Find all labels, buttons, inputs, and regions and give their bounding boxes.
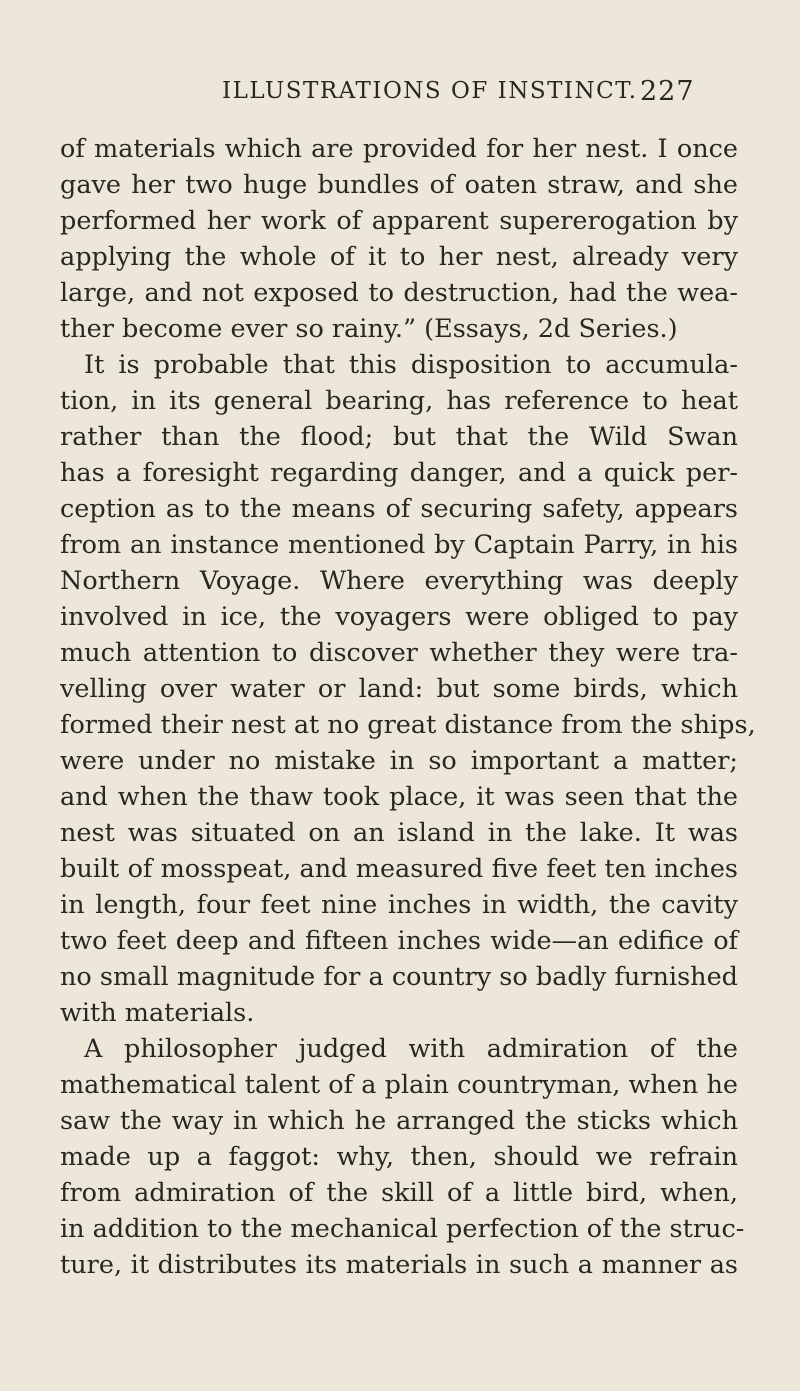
text-line: saw the way in which he arranged the sticks which [60,1106,738,1136]
text-line: gave her two huge bundles of oaten straw, and she [60,170,738,200]
text-line: with materials. [60,998,255,1028]
text-line: ture, it distributes its materials in such a manner as [60,1250,738,1280]
running-head: ILLUSTRATIONS OF INSTINCT. [222,78,638,104]
page-header [0,78,800,118]
text-line: built of mosspeat, and measured five feet ten inches [60,854,738,884]
text-line: has a foresight regarding danger, and a quick per- [60,458,738,488]
text-line: performed her work of apparent supererogation by [60,206,738,236]
text-line: velling over water or land: but some birds, which [60,674,738,704]
page-number: 227 [640,76,695,107]
text-line: no small magnitude for a country so badly furnished [60,962,738,992]
text-line: Northern Voyage. Where everything was deeply [60,566,738,596]
text-line: made up a faggot: why, then, should we refrain [60,1142,738,1172]
text-line: nest was situated on an island in the lake. It was [60,818,738,848]
text-line: formed their nest at no great distance from the ships, [60,710,756,740]
text-line: involved in ice, the voyagers were obliged to pay [60,602,738,632]
text-line: from admiration of the skill of a little bird, when, [60,1178,738,1208]
text-line: rather than the flood; but that the Wild Swan [60,422,738,452]
text-line: large, and not exposed to destruction, had the wea- [60,278,738,308]
text-line: A philosopher judged with admiration of the [84,1034,738,1064]
text-line: much attention to discover whether they were tra- [60,638,738,668]
text-line: mathematical talent of a plain countryman, when he [60,1070,738,1100]
text-line: in addition to the mechanical perfection of the struc- [60,1214,745,1244]
text-line: in length, four feet nine inches in width, the cavity [60,890,738,920]
text-line: and when the thaw took place, it was seen that the [60,782,738,812]
text-line: ception as to the means of securing safety, appears [60,494,738,524]
text-line: ther become ever so rainy.” (Essays, 2d Series.) [60,314,678,344]
text-line: tion, in its general bearing, has reference to heat [60,386,738,416]
text-line: from an instance mentioned by Captain Parry, in his [60,530,738,560]
text-line: applying the whole of it to her nest, already very [60,242,738,272]
text-line: It is probable that this disposition to accumula- [84,350,738,380]
text-line: of materials which are provided for her nest. I once [60,134,738,164]
text-line: two feet deep and fifteen inches wide—an edifice of [60,926,738,956]
text-line: were under no mistake in so important a matter; [60,746,738,776]
